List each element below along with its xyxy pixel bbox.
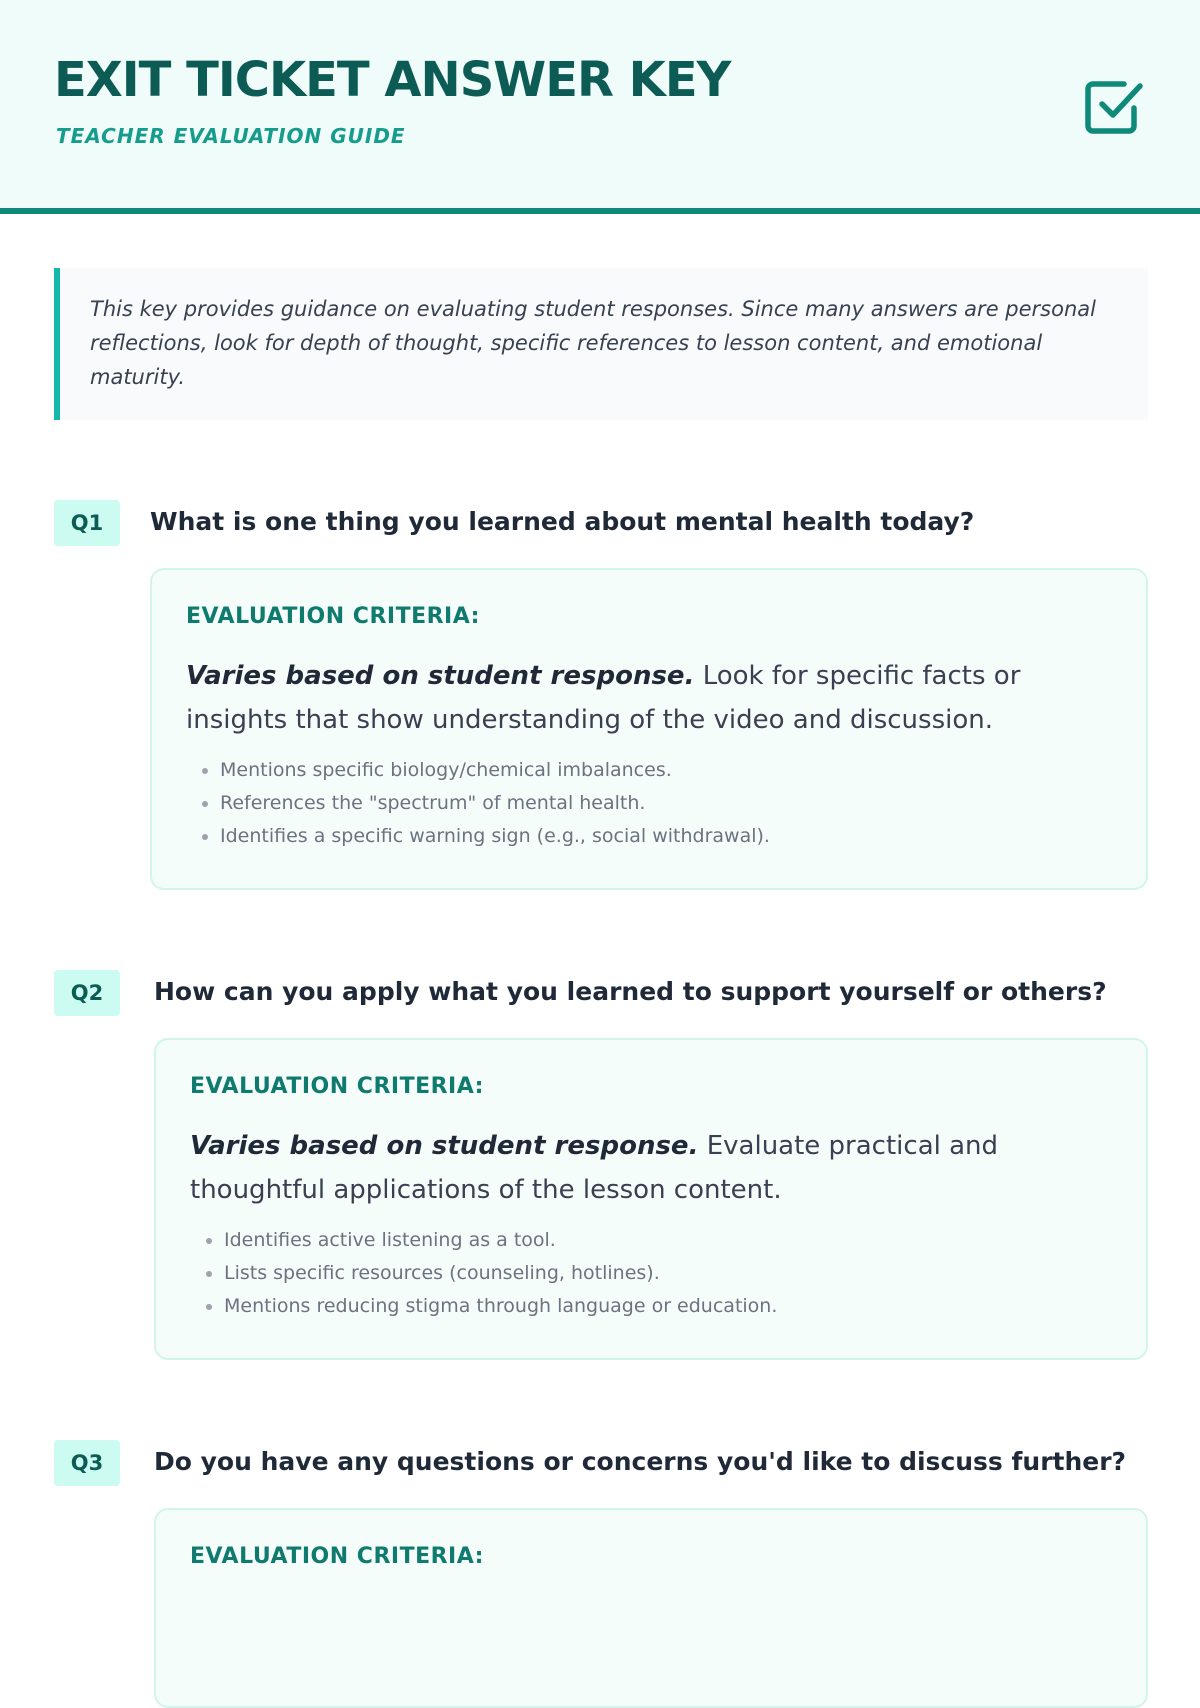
criteria-list-item: • References the "spectrum" of mental health. [220, 787, 1112, 820]
criteria-list-item: • Identifies active listening as a tool. [224, 1224, 1112, 1257]
criteria-list-item: • Mentions specific biology/chemical imbalances. [220, 754, 1112, 787]
intro-text: This key provides guidance on evaluating student responses. Since many answers are personal reflections, look for depth of thought, specific references to lesson content, and emotional maturity. [90, 297, 1096, 389]
question-text: Do you have any questions or concerns you'd like to discuss further? [154, 1447, 1127, 1476]
criteria-list-item: • Identifies a specific warning sign (e.g., social withdrawal). [220, 820, 1112, 853]
criteria-list-item: • Mentions reducing stigma through language or education. [224, 1290, 1112, 1323]
evaluation-criteria-card [154, 1038, 1148, 1360]
criteria-lead: Varies based on student response. [190, 1131, 699, 1161]
page-subtitle: TEACHER EVALUATION GUIDE [56, 124, 406, 148]
question-block-2 [54, 970, 1148, 1370]
criteria-description: Evaluate practical and thoughtful applications of the lesson content. [190, 1131, 999, 1205]
criteria-heading: EVALUATION CRITERIA: [190, 1074, 484, 1099]
criteria-list [186, 754, 1112, 853]
evaluation-criteria-card [150, 568, 1148, 890]
criteria-description: Look for specific facts or insights that show understanding of the video and discussion. [186, 661, 1021, 735]
criteria-lead: Varies based on student response. [186, 661, 695, 691]
criteria-heading: EVALUATION CRITERIA: [186, 604, 480, 629]
question-block-1 [54, 500, 1148, 900]
criteria-heading: EVALUATION CRITERIA: [190, 1544, 484, 1569]
question-block-3 [54, 1440, 1148, 1600]
page-header [0, 0, 1200, 214]
criteria-list-item: • Lists specific resources (counseling, hotlines). [224, 1257, 1112, 1290]
page-title: EXIT TICKET ANSWER KEY [54, 52, 731, 108]
evaluation-criteria-card [154, 1508, 1148, 1708]
criteria-list [190, 1224, 1112, 1323]
question-text: What is one thing you learned about mental health today? [150, 507, 975, 536]
criteria-summary [186, 654, 1112, 742]
question-number-badge: Q2 [54, 970, 120, 1016]
intro-note [54, 268, 1148, 420]
question-text: How can you apply what you learned to support yourself or others? [154, 977, 1107, 1006]
checkbox-check-icon [1080, 72, 1148, 140]
question-number-badge: Q3 [54, 1440, 120, 1486]
criteria-summary [190, 1124, 1112, 1212]
question-number-badge: Q1 [54, 500, 120, 546]
